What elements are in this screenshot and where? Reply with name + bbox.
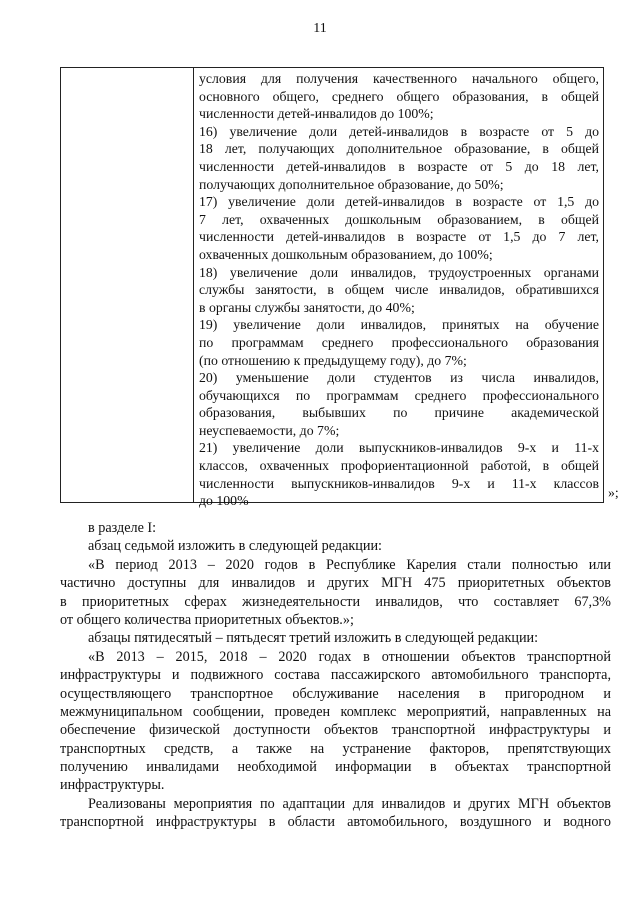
paragraph-line: инфраструктуры.	[60, 777, 165, 794]
paragraph-line: осуществляющего транспортное обслуживание населения в пригородном и	[60, 685, 611, 702]
goals-table	[60, 67, 604, 509]
table-text-line: по программам среднего профессионального образования	[199, 334, 599, 350]
paragraph-line: транспортной инфраструктуры в области автомобильного, воздушного и водного	[60, 814, 611, 831]
table-text-line: численности детей-инвалидов в возрасте от 1,5 до 7 лет,	[199, 229, 599, 245]
table-text-line: до 100%	[199, 493, 249, 509]
table-text-line: 16) увеличение доли детей-инвалидов в возрасте от 5 до	[199, 123, 599, 139]
table-text-line: охваченных дошкольным образованием, до 100%;	[199, 246, 493, 262]
paragraph-line: абзацы пятидесятый – пятьдесят третий изложить в следующей редакции:	[88, 630, 539, 647]
table-text-line: службы занятости, в общем числе инвалидов, обратившихся	[199, 282, 599, 298]
table-text-line: численности выпускников-инвалидов 9-х и 11-х классов	[199, 475, 599, 491]
table-text-line: обучающихся по программам среднего профессионального	[199, 387, 599, 403]
table-closing-mark: »;	[608, 485, 619, 500]
paragraph-line: инфраструктуры и подвижного состава пассажирского автомобильного транспорта,	[60, 667, 611, 684]
paragraph-line: получению инвалидами необходимой информации в объектах транспортной	[60, 759, 611, 776]
paragraph-line: «В период 2013 – 2020 годов в Республике Карелия стали полностью или	[88, 556, 611, 573]
paragraph-line: частично доступны для инвалидов и других МГН 475 приоритетных объектов	[60, 575, 611, 592]
paragraph-line: транспортных средств, а также на устранение факторов, препятствующих	[60, 740, 611, 757]
paragraph-line: межмуниципальном сообщении, проведен комплекс мероприятий, направленных на	[60, 703, 611, 720]
paragraph-line: абзац седьмой изложить в следующей редакции:	[88, 538, 383, 555]
table-text-line: в органы службы занятости, до 40%;	[199, 299, 415, 315]
paragraph-line: от общего количества приоритетных объектов.»;	[60, 611, 354, 628]
table-text-line: 20) уменьшение доли студентов из числа инвалидов,	[199, 370, 599, 386]
table-text-line: получающих дополнительное образование, до 50%;	[199, 176, 504, 192]
table-text-line: образования, выбывших по причине академической	[199, 405, 599, 421]
paragraph-line: обеспечение физической доступности объектов транспортной инфраструктуры и	[60, 722, 611, 739]
table-text-line: 21) увеличение доли выпускников-инвалидов 9-х и 11-х	[199, 440, 599, 456]
paragraph-line: «В 2013 – 2015, 2018 – 2020 годах в отношении объектов транспортной	[88, 648, 611, 665]
paragraph-line: в приоритетных сферах жизнедеятельности инвалидов, что составляет 67,3%	[60, 593, 611, 610]
table-text-line: численности детей-инвалидов до 100%;	[199, 106, 434, 122]
page-number: 11	[313, 21, 327, 36]
table-text-line: 7 лет, охваченных дошкольным образованием, в общей	[199, 211, 599, 227]
table-text-line: 17) увеличение доли детей-инвалидов в возрасте от 1,5 до	[199, 194, 599, 210]
table-text-line: (по отношению к предыдущему году), до 7%;	[199, 352, 467, 368]
table-text-line: условия для получения качественного начального общего,	[199, 71, 599, 86]
table-text-line: 18 лет, получающих дополнительное образование, в общей	[199, 141, 599, 157]
table-text-line: 18) увеличение доли инвалидов, трудоустроенных органами	[199, 264, 599, 280]
table-text-line: неуспеваемости, до 7%;	[199, 422, 340, 438]
paragraph-line: Реализованы мероприятия по адаптации для инвалидов и других МГН объектов	[88, 795, 611, 812]
paragraph-line: в разделе I:	[88, 520, 157, 536]
table-right-cell	[199, 70, 599, 510]
document-body	[60, 519, 611, 832]
table-text-line: основного общего, среднего общего образования, в общей	[199, 88, 599, 104]
table-text-line: численности детей-инвалидов в возрасте от 5 до 18 лет,	[199, 158, 599, 174]
table-text-line: классов, охваченных профориентационной работой, в общей	[199, 458, 599, 474]
table-text-line: 19) увеличение доли инвалидов, принятых на обучение	[199, 317, 599, 333]
table-left-cell	[61, 68, 194, 502]
